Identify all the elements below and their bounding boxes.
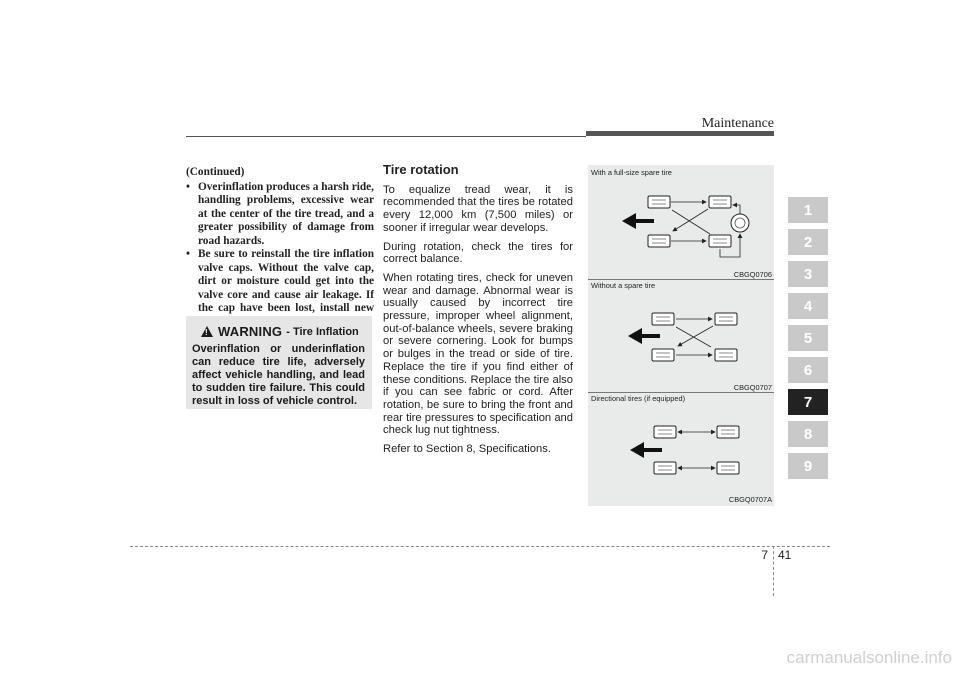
tire-icon bbox=[709, 196, 731, 208]
warning-box bbox=[186, 316, 372, 409]
figure-label: With a full-size spare tire bbox=[591, 168, 672, 177]
tire-icon bbox=[648, 196, 670, 208]
chapter-tab-4[interactable]: 4 bbox=[788, 293, 828, 319]
figure-divider bbox=[588, 392, 774, 393]
spare-tire-icon bbox=[731, 214, 749, 232]
tire-icon bbox=[654, 426, 676, 438]
chapter-tab-9[interactable]: 9 bbox=[788, 453, 828, 479]
paragraph: During rotation, check the tires for correct balance. bbox=[383, 240, 573, 266]
tire-icon bbox=[717, 426, 739, 438]
section-title: Maintenance bbox=[701, 116, 774, 131]
chapter-number: 7 bbox=[761, 548, 768, 562]
chapter-tab-7[interactable]: 7 bbox=[788, 389, 828, 415]
paragraph: Refer to Section 8, Specifications. bbox=[383, 443, 551, 456]
warning-label: WARNING bbox=[218, 324, 283, 339]
tire-icon bbox=[654, 462, 676, 474]
header-rule-accent bbox=[586, 131, 774, 136]
watermark: carmanualsonline.info bbox=[786, 648, 952, 667]
continued-label: (Continued) bbox=[186, 166, 245, 178]
paragraph: To equalize tread wear, it is recommended that the tires be rotated every 12,000 km (7,500 miles) or sooner if irregular wear develops. bbox=[383, 183, 573, 234]
tire-icon bbox=[709, 235, 731, 247]
chapter-tab-6[interactable]: 6 bbox=[788, 357, 828, 383]
chapter-tab-1[interactable]: 1 bbox=[788, 197, 828, 223]
figure-label: Directional tires (if equipped) bbox=[591, 394, 686, 403]
section-heading: Tire rotation bbox=[383, 162, 459, 177]
bullet-text: Overinflation produces a harsh ride, handling problems, excessive wear at the center of the tire tread, and a greater possibility of damage from road hazards. bbox=[198, 180, 374, 247]
figure-code: CBGQ0706 bbox=[733, 270, 772, 279]
chapter-tab-8[interactable]: 8 bbox=[788, 421, 828, 447]
rotation-diagram-directional bbox=[588, 409, 774, 495]
warning-header bbox=[201, 324, 365, 339]
tire-icon bbox=[652, 349, 674, 361]
footer-divider bbox=[130, 546, 830, 547]
tire-icon bbox=[652, 313, 674, 325]
figure-code: CBGQ0707A bbox=[728, 495, 772, 504]
figure-label: Without a spare tire bbox=[591, 281, 656, 290]
rotation-diagram-full-spare bbox=[588, 179, 774, 271]
page-number: 41 bbox=[778, 548, 792, 562]
direction-arrow-icon bbox=[630, 442, 662, 458]
warning-body: Overinflation or underinflation can reduce tire life, adversely affect vehicle handling, and lead to sudden tire failure. This could result in loss of vehicle control. bbox=[192, 343, 365, 407]
chapter-tab-5[interactable]: 5 bbox=[788, 325, 828, 351]
rotation-figures-panel bbox=[588, 165, 774, 506]
chapter-tab-2[interactable]: 2 bbox=[788, 229, 828, 255]
direction-arrow-icon bbox=[622, 213, 654, 229]
bullet-icon: • bbox=[186, 248, 190, 260]
tire-icon bbox=[715, 313, 737, 325]
bullet-icon: • bbox=[186, 180, 190, 193]
tire-icon bbox=[648, 235, 670, 247]
paragraph: When rotating tires, check for uneven wear and damage. Abnormal wear is usually caused by incorrect tire pressure, improper wheel alignment, out-of-balance wheels, severe braking or severe cornering. Look for bumps or bulges in the tread or side of tire. Replace the tire if you find either of these conditions. Replace the tire also if you can see fabric or cord. After rotation, be sure to bring the front and rear tire pressures to specification and check lug nut tightness. bbox=[383, 271, 573, 437]
bullet-item bbox=[186, 181, 374, 249]
footer-divider-vertical bbox=[773, 546, 774, 596]
chapter-tab-3[interactable]: 3 bbox=[788, 261, 828, 287]
direction-arrow-icon bbox=[628, 328, 660, 344]
tire-icon bbox=[715, 349, 737, 361]
bullet-text: Be sure to reinstall the tire inflation valve caps. Without the valve cap, dirt or moisture could get into the valve core and cause air leakage. If the cap have been lost, install new bbox=[198, 248, 374, 314]
warning-subtitle: - Tire Inflation bbox=[286, 325, 359, 338]
figure-code: CBGQ0707 bbox=[733, 383, 772, 392]
warning-triangle-icon bbox=[201, 326, 213, 337]
figure-divider bbox=[588, 279, 774, 280]
left-column bbox=[186, 166, 374, 329]
rotation-diagram-no-spare bbox=[588, 293, 774, 385]
header-rule bbox=[186, 136, 586, 137]
tire-rotation-section bbox=[383, 164, 573, 462]
tire-icon bbox=[717, 462, 739, 474]
